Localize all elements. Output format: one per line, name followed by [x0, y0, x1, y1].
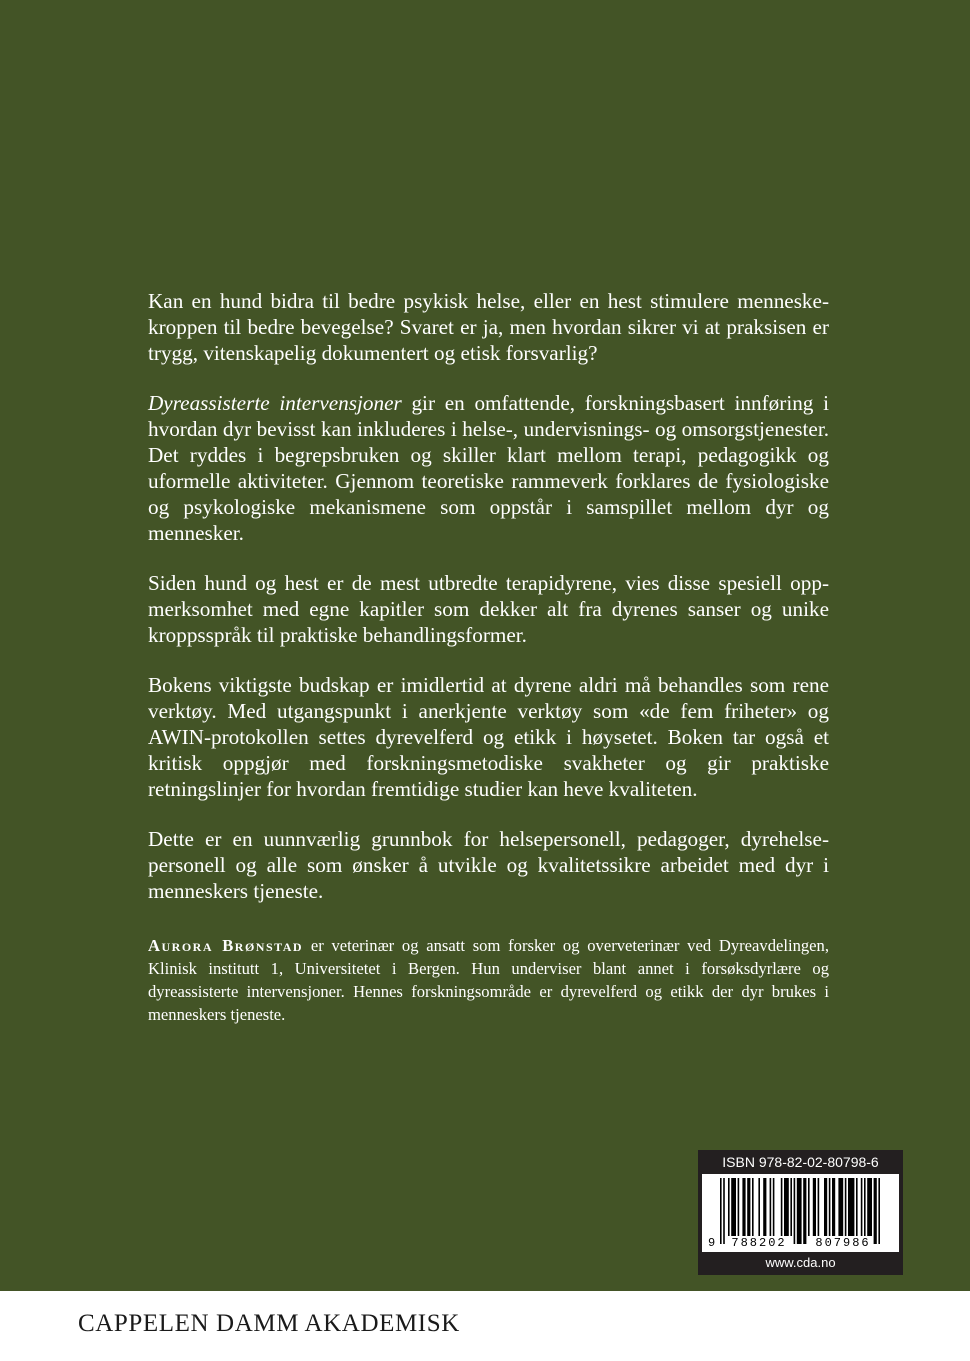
barcode-bar [770, 1178, 772, 1236]
barcode [702, 1174, 899, 1252]
blurb-text [148, 288, 829, 1026]
barcode-bar [808, 1178, 810, 1236]
blurb-paragraph-4: Bokens viktigste budskap er imidlertid at dyrene aldri må behandles som rene verktøy. Med utgangspunkt i anerkjente verktøy som «de fem friheter» og AWIN-protokollen settes dyrevelferd og etikk i høysetet. Boken tar også et kritisk oppgjør med forskningsmetodiske svakheter og gir praktiske retningslinjer for hvordan fremtidige studier kan heve kvaliteten. [148, 673, 829, 801]
barcode-bar [867, 1178, 872, 1236]
barcode-bar [752, 1178, 754, 1236]
barcode-bar [845, 1178, 847, 1236]
publisher-url: www.cda.no [765, 1255, 836, 1270]
blurb-paragraph-5: Dette er en uunnværlig grunnbok for helsepersonell, pedagoger, dyrehelsepersonell og alle som ønsker å utvikle og kvalitetssikre arbeidet med dyr i menneskers tjeneste. [148, 827, 829, 903]
barcode-bar [878, 1178, 880, 1244]
barcode-bar [861, 1178, 863, 1236]
barcode-bar [813, 1178, 816, 1236]
barcode-bar [731, 1178, 736, 1236]
barcode-digit-first: 9 [708, 1236, 716, 1250]
barcode-bar [758, 1178, 760, 1236]
barcode-bar [832, 1178, 835, 1236]
barcode-digits-left: 788202 [731, 1236, 787, 1250]
barcode-bar [720, 1178, 722, 1244]
barcode-bar [856, 1178, 858, 1236]
author-bio-text: er veterinær og ansatt som forsker og overveterinær ved Dyreavdelingen, Klinisk institutt 1, Universitetet i Bergen. Hun underviser blant annet i forsøksdyrlære og dyreassisterte intervensjoner. Hennes forskningsområde er dyrevelferd og etikk der dyr brukes i menneskers tjeneste. [148, 936, 829, 1024]
barcode-bar [763, 1178, 766, 1236]
barcode-bar [818, 1178, 820, 1236]
barcode-bar [738, 1178, 740, 1236]
blurb-paragraph-3: Siden hund og hest er de mest utbredte terapidyrene, vies disse spesiell oppmerksomhet med egne kapitler som dekker alt fra dyrenes sanser og unike kroppsspråk til praktiske behandlingsformer. [148, 571, 829, 647]
barcode-bar [773, 1178, 775, 1236]
barcode-bar [848, 1178, 854, 1236]
blurb-paragraph-1: Kan en hund bidra til bedre psykisk helse, eller en hest stimulere menneskekroppen til bedre bevegelse? Svaret er ja, men hvordan sikrer vi at praksisen er trygg, vitenskapelig dokumentert og etisk forsvarlig? [148, 289, 829, 365]
blurb-paragraph-2-text: gir en omfattende, forskningsbasert innføring i hvordan dyr bevisst kan inkluderes i helse-, undervisnings- og omsorgstjenester. Det ryddes i begrepsbruken og skiller klart mellom terapi, pedagogikk og uformelle aktiviteter. Gjennom teoretiske rammeverk forklares de fysiologiske og psykologiske mekanismene som oppstår i samspillet mellom dyr og mennesker. [148, 391, 830, 545]
barcode-bar [723, 1178, 725, 1244]
barcode-graphic [702, 1174, 899, 1252]
barcode-bar [784, 1178, 789, 1236]
barcode-bar [838, 1178, 843, 1236]
barcode-bar [797, 1178, 802, 1244]
author-name: Aurora Brønstad [148, 936, 304, 955]
barcode-bar [790, 1178, 792, 1236]
barcode-bar [747, 1178, 750, 1236]
publisher-name: CAPPELEN DAMM AKADEMISK [78, 1310, 460, 1337]
barcode-bar [781, 1178, 783, 1236]
barcode-bar [829, 1178, 831, 1236]
isbn-box [698, 1150, 903, 1275]
isbn-label: ISBN 978-82-02-80798-6 [722, 1154, 879, 1170]
barcode-bar [864, 1178, 866, 1236]
barcode-bar [874, 1178, 877, 1244]
barcode-bar [803, 1178, 806, 1244]
blurb-paragraph-2 [148, 390, 829, 546]
barcode-digits-right: 807986 [815, 1236, 871, 1250]
book-title-italic: Dyreassisterte intervensjoner [148, 391, 402, 415]
barcode-bar [794, 1178, 796, 1244]
barcode-bar [742, 1178, 745, 1236]
author-bio [148, 934, 829, 1026]
barcode-bar [728, 1178, 730, 1236]
barcode-bar [824, 1178, 827, 1236]
